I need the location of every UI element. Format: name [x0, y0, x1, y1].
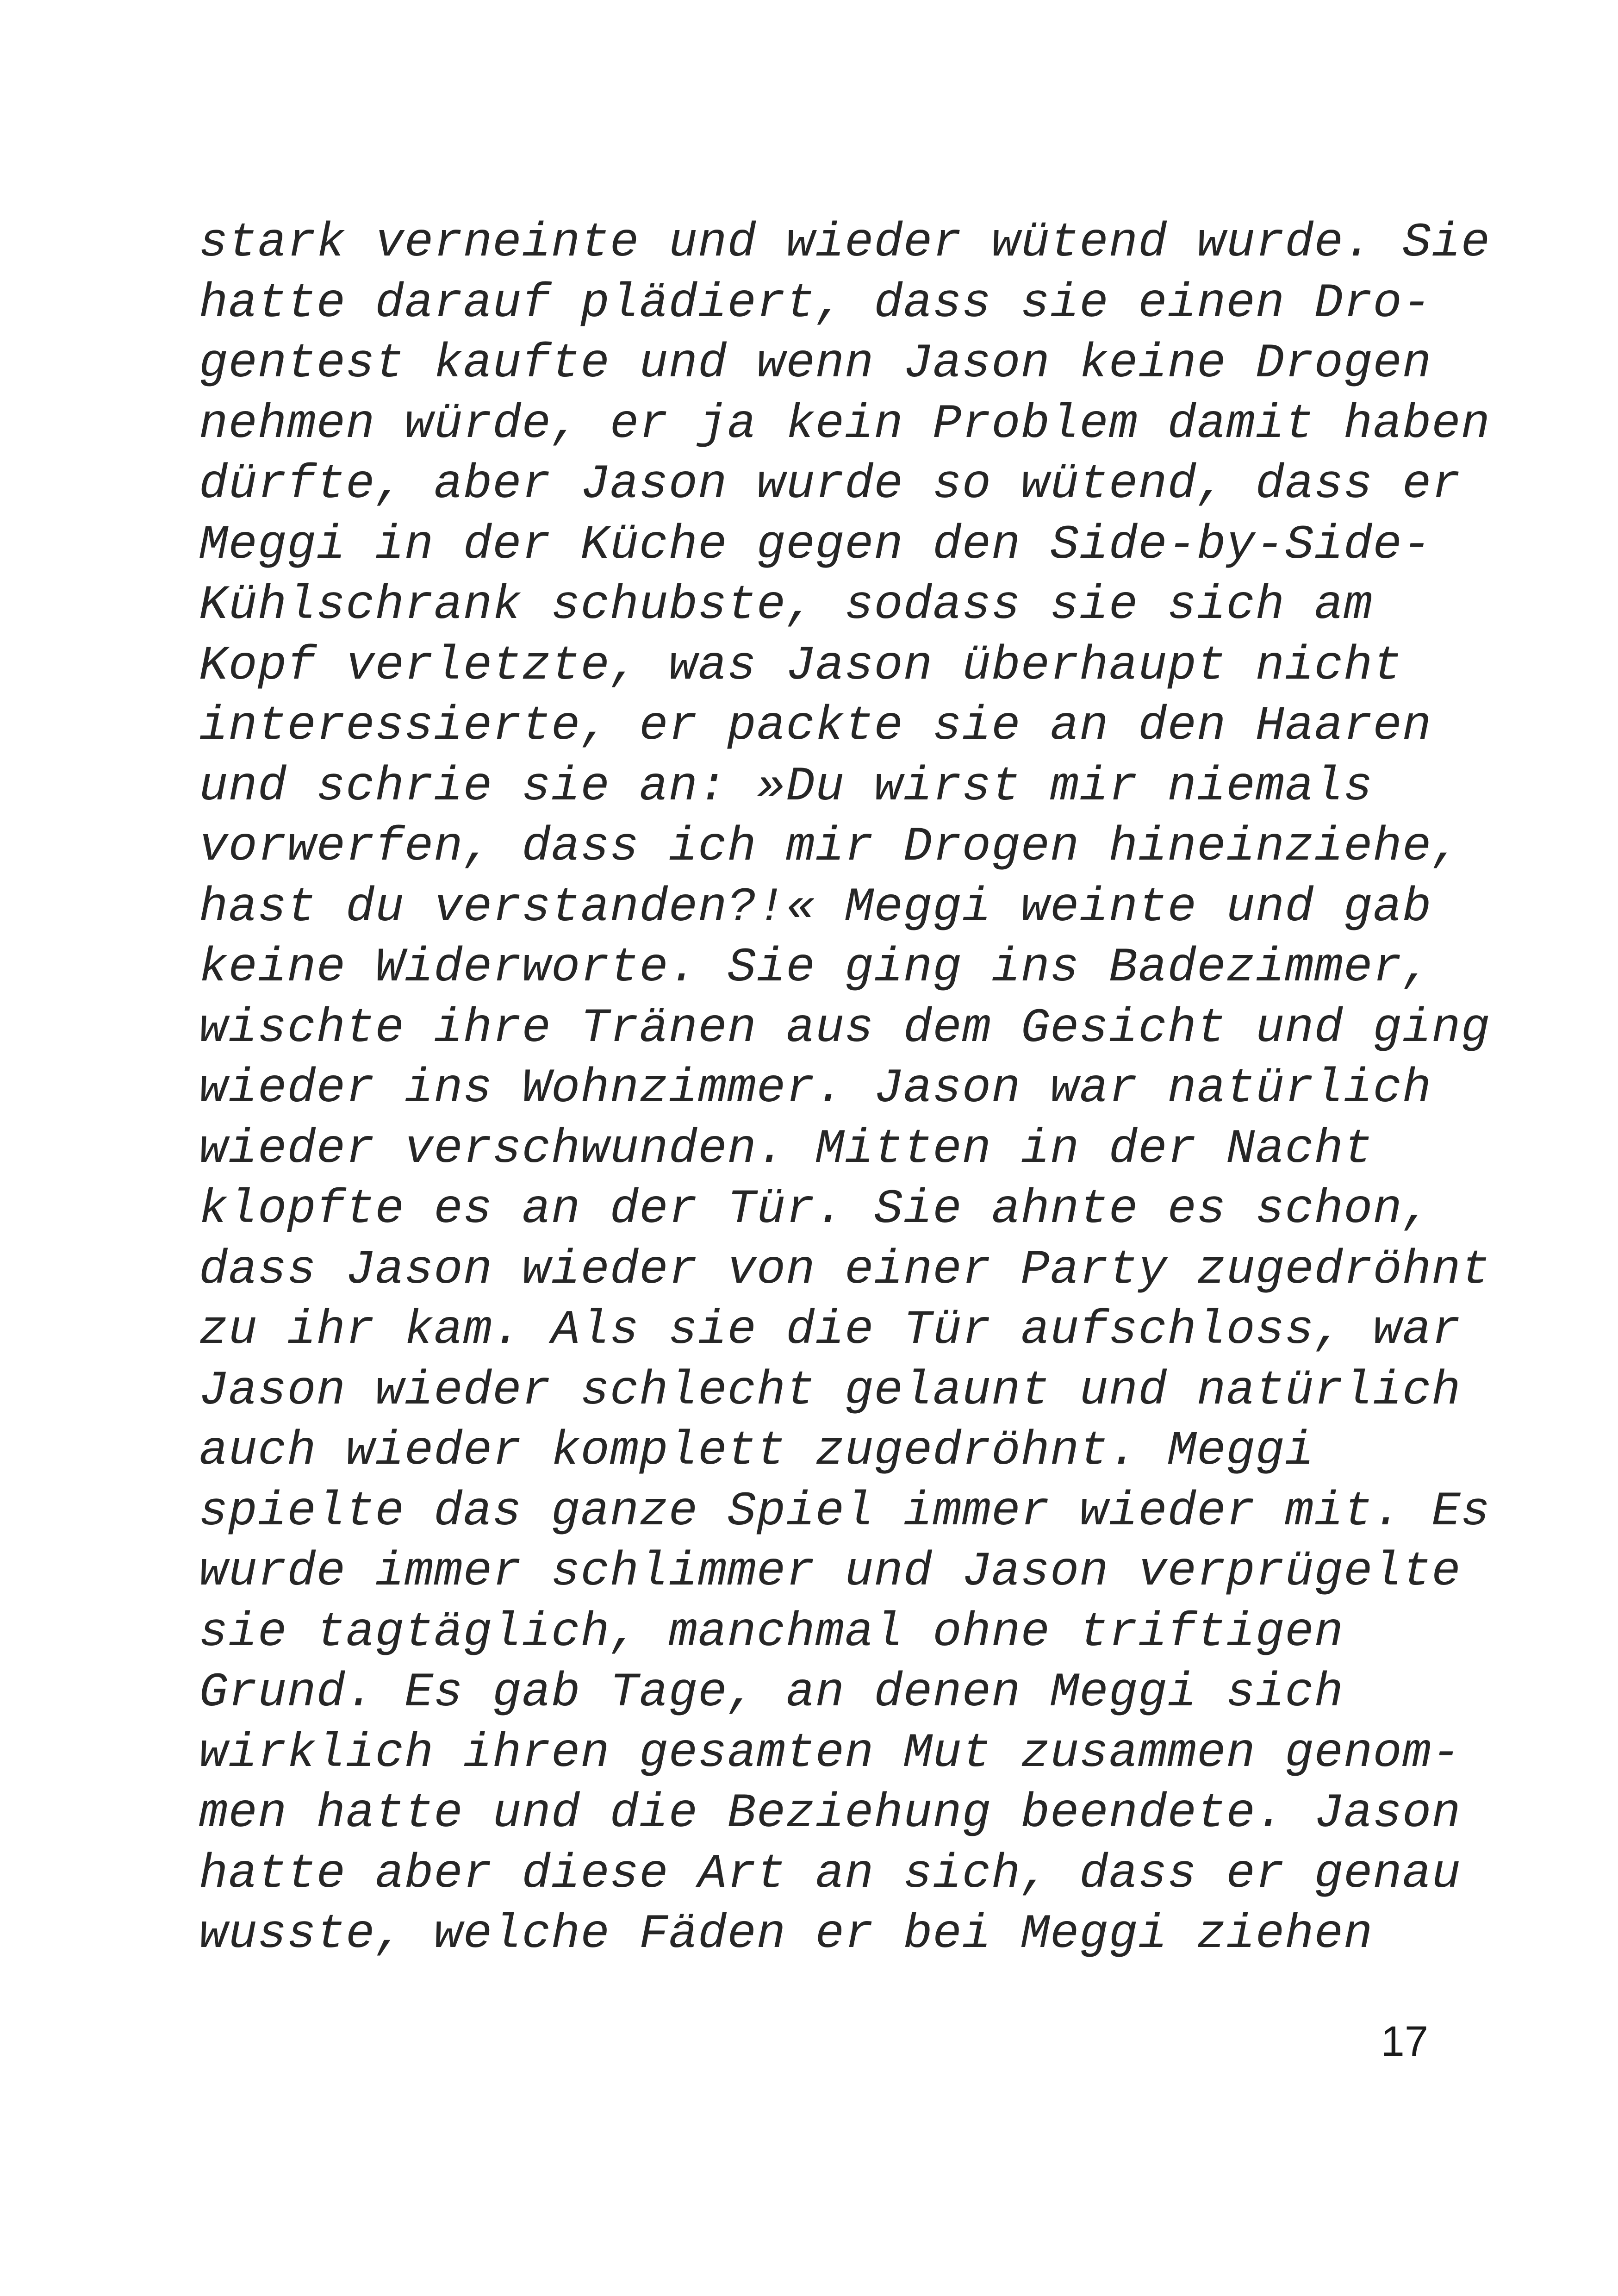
text-line: wischte ihre Tränen aus dem Gesicht und ging: [199, 1001, 1491, 1056]
text-line: auch wieder komplett zugedröhnt. Meggi: [199, 1424, 1314, 1479]
text-line: dass Jason wieder von einer Party zugedröhnt: [199, 1242, 1491, 1298]
text-line: hast du verstanden?!« Meggi weinte und gab: [199, 880, 1432, 935]
text-line: und schrie sie an: »Du wirst mir niemals: [199, 759, 1373, 814]
text-line: stark verneinte und wieder wütend wurde. Sie: [199, 216, 1491, 270]
text-line: Jason wieder schlecht gelaunt und natürlich: [199, 1363, 1461, 1418]
text-line: nehmen würde, er ja kein Problem damit haben: [199, 397, 1491, 452]
text-line: spielte das ganze Spiel immer wieder mit. Es: [199, 1484, 1491, 1539]
text-line: klopfte es an der Tür. Sie ahnte es schon,: [199, 1182, 1432, 1237]
text-line: vorwerfen, dass ich mir Drogen hineinziehe,: [199, 820, 1461, 874]
text-line: Kopf verletzte, was Jason überhaupt nicht: [199, 638, 1402, 693]
text-line: hatte aber diese Art an sich, dass er genau: [199, 1847, 1461, 1902]
text-line: wieder verschwunden. Mitten in der Nacht: [199, 1122, 1373, 1177]
text-line: Grund. Es gab Tage, an denen Meggi sich: [199, 1666, 1344, 1720]
text-line: zu ihr kam. Als sie die Tür aufschloss, war: [199, 1303, 1461, 1358]
text-line: keine Widerworte. Sie ging ins Badezimmer,: [199, 941, 1432, 995]
text-line: hatte darauf plädiert, dass sie einen Dro-: [199, 276, 1432, 331]
text-line: interessierte, er packte sie an den Haaren: [199, 699, 1432, 754]
text-line: men hatte und die Beziehung beendete. Jason: [199, 1786, 1461, 1841]
text-line: wurde immer schlimmer und Jason verprügelte: [199, 1545, 1461, 1599]
text-line: wusste, welche Fäden er bei Meggi ziehen: [199, 1907, 1373, 1962]
text-line: wieder ins Wohnzimmer. Jason war natürlich: [199, 1061, 1432, 1116]
text-line: wirklich ihren gesamten Mut zusammen genom-: [199, 1726, 1461, 1781]
text-line: Kühlschrank schubste, sodass sie sich am: [199, 578, 1373, 633]
text-line: sie tagtäglich, manchmal ohne triftigen: [199, 1605, 1344, 1660]
body-text: [199, 213, 1491, 1965]
text-line: dürfte, aber Jason wurde so wütend, dass er: [199, 457, 1461, 512]
text-line: gentest kaufte und wenn Jason keine Drogen: [199, 337, 1432, 391]
text-line: Meggi in der Küche gegen den Side-by-Side-: [199, 518, 1432, 573]
page-number: 17: [1381, 2018, 1428, 2065]
